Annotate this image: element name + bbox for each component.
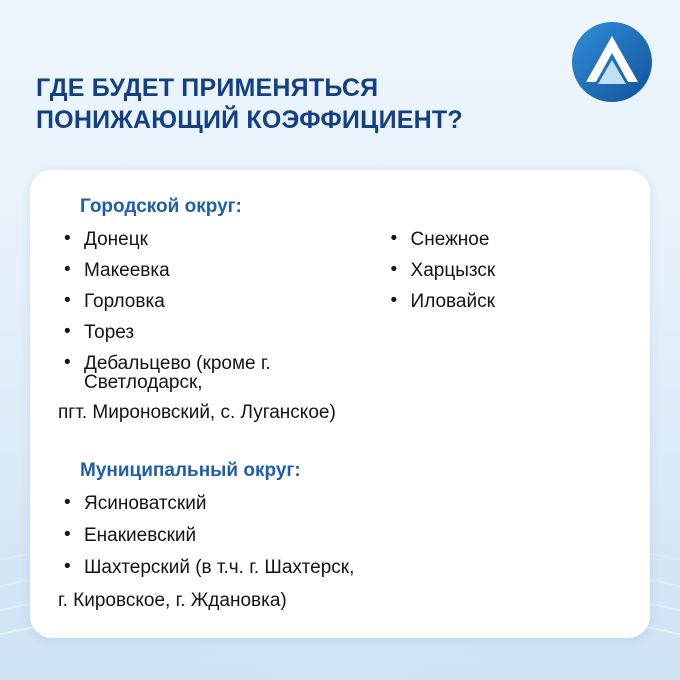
triangle-logo: [570, 20, 654, 104]
list-item: • Ясиноватский: [58, 494, 622, 513]
list-item: • Дебальцево (кроме г. Светлодарск,: [58, 354, 385, 392]
municipal-continuation: г. Кировское, г. Ждановка): [58, 589, 287, 611]
list-item: • Донецк: [58, 230, 385, 249]
list-item: • Шахтерский (в т.ч. г. Шахтерск,: [58, 558, 622, 577]
list-item: • Торез: [58, 323, 385, 342]
content-card: [30, 170, 650, 638]
urban-left-continuation: пгт. Мироновский, с. Луганское): [58, 402, 336, 423]
list-item: • Иловайск: [385, 292, 622, 311]
municipal-list: [58, 494, 622, 577]
list-item: • Горловка: [58, 292, 385, 311]
municipal-column: [58, 494, 622, 614]
page-title: [36, 72, 536, 136]
list-item: • Макеевка: [58, 261, 385, 280]
list-item: • Харцызск: [385, 261, 622, 280]
page-title-line-2: ПОНИЖАЮЩИЙ КОЭФФИЦИЕНТ?: [36, 106, 463, 134]
list-item: • Енакиевский: [58, 526, 622, 545]
urban-left-column: [58, 230, 385, 426]
urban-left-list: [58, 230, 385, 392]
list-item: • Снежное: [385, 230, 622, 249]
urban-columns: [58, 230, 622, 426]
page-title-line-1: ГДЕ БУДЕТ ПРИМЕНЯТЬСЯ: [36, 74, 379, 102]
urban-right-list: [385, 230, 622, 311]
municipal-section-heading: Муниципальный округ:: [80, 459, 301, 481]
urban-right-column: [385, 230, 622, 426]
urban-section-heading: Городской округ:: [80, 196, 242, 217]
